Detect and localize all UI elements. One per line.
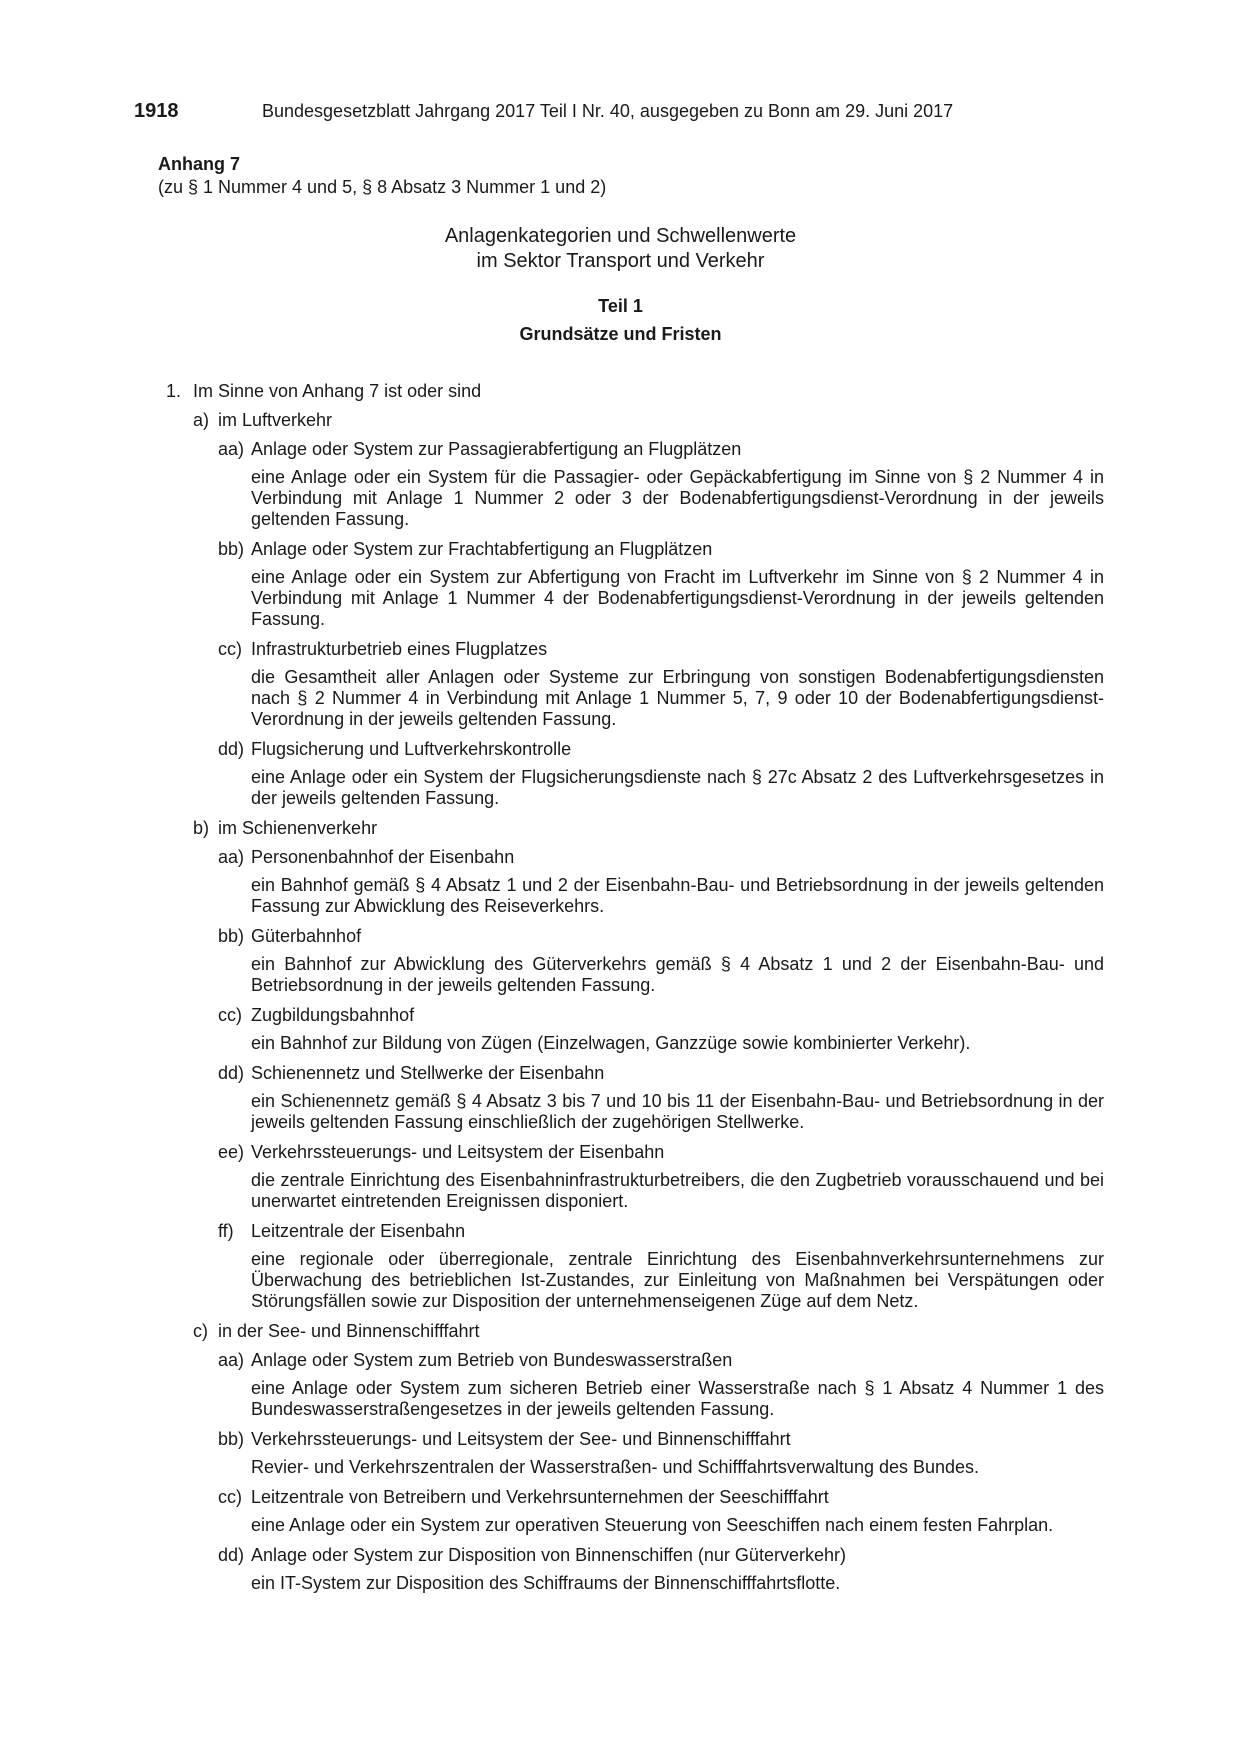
item-title-text: Anlage oder System zur Disposition von Binnenschiffen (nur Güterverkehr) — [251, 1545, 846, 1565]
annex-title: Anhang 7 — [158, 154, 241, 174]
main-title-line2: im Sektor Transport und Verkehr — [476, 250, 765, 272]
item-number: dd) — [218, 1063, 245, 1083]
item-title — [0, 438, 1241, 460]
item-description: eine Anlage oder ein System für die Passagier- oder Gepäckabfertigung im Sinne von § 2 Nummer 4 in Verbindung mit Anlage 1 Nummer 2 oder 3 der Bodenabfertigungsdienst-Verordnung in der jeweils geltenden Fassung. — [251, 467, 1104, 529]
item-number: cc) — [218, 639, 242, 659]
item-title — [0, 738, 1241, 760]
document-body — [0, 380, 1241, 1602]
item-title — [0, 1428, 1241, 1450]
section-text: Im Sinne von Anhang 7 ist oder sind — [193, 381, 482, 401]
item-description: ein Bahnhof gemäß § 4 Absatz 1 und 2 der Eisenbahn-Bau- und Betriebsordnung in der jeweils geltenden Fassung zur Abwicklung des Reiseverkehrs. — [251, 875, 1104, 916]
gazette-line: Bundesgesetzblatt Jahrgang 2017 Teil I Nr. 40, ausgegeben zu Bonn am 29. Juni 2017 — [262, 101, 954, 121]
item-title-text: Zugbildungsbahnhof — [251, 1005, 415, 1025]
item-number: aa) — [218, 439, 245, 459]
item-title — [0, 925, 1241, 947]
item-title-text: Anlage oder System zur Passagierabfertigung an Flugplätzen — [251, 439, 742, 459]
item-title-text: Schienennetz und Stellwerke der Eisenbahn — [251, 1063, 605, 1083]
subsection-number: b) — [193, 818, 210, 838]
subsection-text: im Luftverkehr — [218, 410, 333, 430]
item-title-text: Anlage oder System zum Betrieb von Bundeswasserstraßen — [251, 1350, 733, 1370]
subsection-b — [0, 817, 1241, 839]
subsection-text: im Schienenverkehr — [218, 818, 378, 838]
item-number: dd) — [218, 739, 245, 759]
item-title — [0, 1349, 1241, 1371]
item-description: ein Bahnhof zur Bildung von Zügen (Einzelwagen, Ganzzüge sowie kombinierter Verkehr). — [251, 1033, 971, 1053]
item-title — [0, 538, 1241, 560]
item-description: eine Anlage oder ein System der Flugsicherungsdienste nach § 27c Absatz 2 des Luftverkehrsgesetzes in der jeweils geltenden Fassung. — [251, 767, 1104, 808]
item-title-text: Leitzentrale der Eisenbahn — [251, 1221, 466, 1241]
item-title — [0, 638, 1241, 660]
item-description: ein Schienennetz gemäß § 4 Absatz 3 bis 7 und 10 bis 11 der Eisenbahn-Bau- und Betriebsordnung in der jeweils geltenden Fassung einschließlich der zugehörigen Stellwerke. — [251, 1091, 1104, 1132]
item-description: eine regionale oder überregionale, zentrale Einrichtung des Eisenbahnverkehrsunternehmens zur Überwachung des betrieblichen Ist-Zustandes, zur Einleitung von Maßnahmen bei Verspätungen oder Störungsfällen sowie zur Disposition der unternehmenseigenen Züge auf dem Netz. — [251, 1249, 1104, 1311]
part-title: Grundsätze und Fristen — [519, 324, 722, 344]
item-description: ein IT-System zur Disposition des Schiffraums der Binnenschifffahrtsflotte. — [251, 1573, 841, 1593]
item-title — [0, 1141, 1241, 1163]
subsection-number: c) — [193, 1321, 208, 1341]
item-title — [0, 1004, 1241, 1026]
subsection-text: in der See- und Binnenschifffahrt — [218, 1321, 480, 1341]
annex-heading — [158, 153, 606, 199]
item-number: cc) — [218, 1005, 242, 1025]
subsection-number: a) — [193, 410, 210, 430]
item-description: die zentrale Einrichtung des Eisenbahninfrastrukturbetreibers, die den Zugbetrieb vorausschauend und bei unerwartet eintretenden Ereignissen disponiert. — [251, 1170, 1104, 1211]
item-description: eine Anlage oder ein System zur Abfertigung von Fracht im Luftverkehr im Sinne von § 2 Nummer 4 in Verbindung mit Anlage 1 Nummer 4 der Bodenabfertigungsdienst-Verordnung in der jeweils geltenden Fassung. — [251, 567, 1104, 629]
annex-reference: (zu § 1 Nummer 4 und 5, § 8 Absatz 3 Nummer 1 und 2) — [158, 177, 607, 197]
item-title-text: Flugsicherung und Luftverkehrskontrolle — [251, 739, 572, 759]
item-number: aa) — [218, 1350, 245, 1370]
item-title — [0, 1486, 1241, 1508]
main-title — [0, 224, 1241, 274]
page-number: 1918 — [134, 100, 179, 122]
subsection-c — [0, 1320, 1241, 1342]
item-number: bb) — [218, 539, 245, 559]
item-description: ein Bahnhof zur Abwicklung des Güterverkehrs gemäß § 4 Absatz 1 und 2 der Eisenbahn-Bau- und Betriebsordnung in der jeweils geltenden Fassung. — [251, 954, 1104, 995]
item-number: cc) — [218, 1487, 242, 1507]
item-title-text: Personenbahnhof der Eisenbahn — [251, 847, 515, 867]
item-description: Revier- und Verkehrszentralen der Wasserstraßen- und Schifffahrtsverwaltung des Bundes. — [251, 1457, 980, 1477]
item-description: eine Anlage oder ein System zur operativen Steuerung von Seeschiffen nach einem festen Fahrplan. — [251, 1515, 1054, 1535]
item-title-text: Leitzentrale von Betreibern und Verkehrsunternehmen der Seeschifffahrt — [251, 1487, 829, 1507]
item-number: aa) — [218, 847, 245, 867]
item-number: dd) — [218, 1545, 245, 1565]
item-title-text: Güterbahnhof — [251, 926, 362, 946]
item-title — [0, 1544, 1241, 1566]
item-number: bb) — [218, 1429, 245, 1449]
main-title-line1: Anlagenkategorien und Schwellenwerte — [444, 225, 797, 247]
item-title-text: Verkehrssteuerungs- und Leitsystem der See- und Binnenschifffahrt — [251, 1429, 791, 1449]
item-title — [0, 1220, 1241, 1242]
section-number: 1. — [166, 381, 182, 401]
section-1 — [0, 380, 1241, 402]
item-number: bb) — [218, 926, 245, 946]
item-number: ff) — [218, 1221, 234, 1241]
item-description: die Gesamtheit aller Anlagen oder Systeme zur Erbringung von sonstigen Bodenabfertigungsdiensten nach § 2 Nummer 4 in Verbindung mit Anlage 1 Nummer 5, 7, 9 oder 10 der Bodenabfertigungsdienst-Verordnung in der jeweils geltenden Fassung. — [251, 667, 1104, 729]
item-number: ee) — [218, 1142, 245, 1162]
item-description: eine Anlage oder System zum sicheren Betrieb einer Wasserstraße nach § 1 Absatz 4 Nummer 1 des Bundeswasserstraßengesetzes in der jeweils geltenden Fassung. — [251, 1378, 1104, 1419]
item-title-text: Verkehrssteuerungs- und Leitsystem der Eisenbahn — [251, 1142, 665, 1162]
subsection-a — [0, 409, 1241, 431]
part-label: Teil 1 — [598, 296, 643, 316]
item-title-text: Anlage oder System zur Frachtabfertigung an Flugplätzen — [251, 539, 713, 559]
item-title — [0, 846, 1241, 868]
page-header — [0, 100, 1241, 126]
item-title-text: Infrastrukturbetrieb eines Flugplatzes — [251, 639, 548, 659]
item-title — [0, 1062, 1241, 1084]
